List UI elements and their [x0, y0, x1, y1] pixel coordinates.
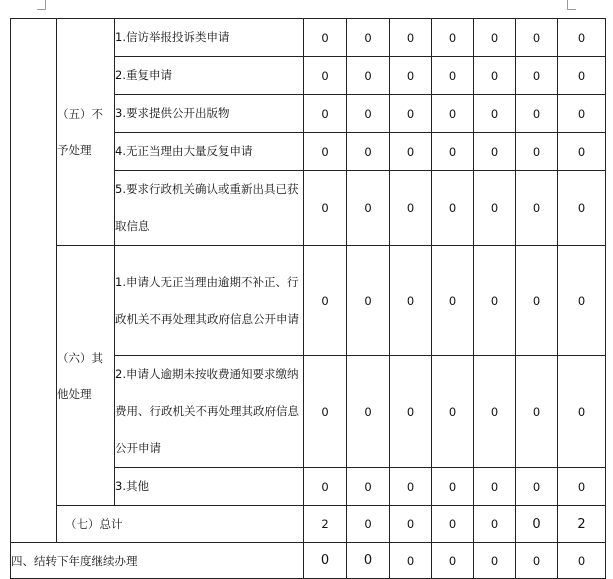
value-cell: 0 — [516, 57, 558, 95]
value-cell: 0 — [347, 246, 390, 356]
value-cell: 0 — [347, 171, 390, 246]
value-cell: 2 — [558, 506, 606, 543]
value-cell: 0 — [304, 57, 347, 95]
value-cell: 0 — [432, 356, 474, 468]
value-cell: 0 — [432, 57, 474, 95]
table-row-carryover — [11, 543, 606, 579]
value-cell: 0 — [432, 95, 474, 133]
item-label: 1.申请人无正当理由逾期不补正、行政机关不再处理其政府信息公开申请 — [115, 246, 304, 356]
value-cell: 0 — [390, 543, 432, 579]
disclosure-statistics-table — [10, 18, 606, 579]
value-cell: 0 — [474, 57, 516, 95]
value-cell: 0 — [558, 133, 606, 171]
value-cell: 0 — [390, 171, 432, 246]
table-row — [11, 246, 606, 356]
value-cell: 0 — [432, 506, 474, 543]
outer-blank-cell — [11, 19, 57, 543]
value-cell: 0 — [432, 543, 474, 579]
value-cell: 0 — [516, 95, 558, 133]
table-row-total — [11, 506, 606, 543]
value-cell: 0 — [347, 543, 390, 579]
value-cell: 0 — [474, 468, 516, 506]
value-cell: 0 — [390, 133, 432, 171]
page-corner-mark-right — [567, 0, 576, 10]
value-cell: 0 — [304, 171, 347, 246]
value-cell: 0 — [304, 356, 347, 468]
table-row — [11, 19, 606, 57]
item-label: 2.申请人逾期未按收费通知要求缴纳费用、行政机关不再处理其政府信息公开申请 — [115, 356, 304, 468]
value-cell: 0 — [558, 356, 606, 468]
item-label: 2.重复申请 — [115, 57, 304, 95]
value-cell: 0 — [432, 171, 474, 246]
value-cell: 0 — [516, 19, 558, 57]
value-cell: 0 — [516, 543, 558, 579]
value-cell: 0 — [347, 133, 390, 171]
value-cell: 0 — [390, 356, 432, 468]
value-cell: 0 — [390, 57, 432, 95]
value-cell: 0 — [558, 95, 606, 133]
value-cell: 0 — [516, 468, 558, 506]
value-cell: 0 — [304, 133, 347, 171]
value-cell: 0 — [347, 95, 390, 133]
value-cell: 0 — [390, 19, 432, 57]
value-cell: 0 — [474, 356, 516, 468]
value-cell: 0 — [432, 246, 474, 356]
carryover-label: 四、结转下年度继续办理 — [11, 543, 304, 579]
value-cell: 0 — [304, 246, 347, 356]
value-cell: 0 — [516, 246, 558, 356]
value-cell: 0 — [304, 543, 347, 579]
item-label: 5.要求行政机关确认或重新出具已获取信息 — [115, 171, 304, 246]
value-cell: 0 — [558, 19, 606, 57]
value-cell: 0 — [304, 95, 347, 133]
value-cell: 0 — [304, 19, 347, 57]
item-label: 4.无正当理由大量反复申请 — [115, 133, 304, 171]
item-label: 1.信访举报投诉类申请 — [115, 19, 304, 57]
value-cell: 0 — [347, 468, 390, 506]
value-cell: 0 — [474, 506, 516, 543]
value-cell: 0 — [347, 19, 390, 57]
value-cell: 0 — [474, 133, 516, 171]
value-cell: 0 — [432, 133, 474, 171]
total-label: （七）总计 — [57, 506, 304, 543]
value-cell: 0 — [474, 19, 516, 57]
value-cell: 0 — [390, 246, 432, 356]
value-cell: 0 — [558, 468, 606, 506]
value-cell: 0 — [474, 246, 516, 356]
value-cell: 0 — [558, 246, 606, 356]
value-cell: 0 — [516, 356, 558, 468]
value-cell: 0 — [432, 468, 474, 506]
value-cell: 0 — [516, 171, 558, 246]
value-cell: 0 — [347, 506, 390, 543]
item-label: 3.其他 — [115, 468, 304, 506]
value-cell: 0 — [558, 543, 606, 579]
value-cell: 0 — [474, 95, 516, 133]
value-cell: 0 — [347, 57, 390, 95]
value-cell: 0 — [390, 468, 432, 506]
value-cell: 0 — [304, 468, 347, 506]
value-cell: 0 — [474, 171, 516, 246]
value-cell: 0 — [516, 133, 558, 171]
page-corner-mark-left — [37, 0, 46, 10]
value-cell: 0 — [390, 95, 432, 133]
value-cell: 0 — [516, 506, 558, 543]
category-label-six: （六）其他处理 — [57, 246, 115, 506]
value-cell: 0 — [558, 171, 606, 246]
value-cell: 0 — [474, 543, 516, 579]
value-cell: 0 — [558, 57, 606, 95]
value-cell: 2 — [304, 506, 347, 543]
item-label: 3.要求提供公开出版物 — [115, 95, 304, 133]
value-cell: 0 — [347, 356, 390, 468]
value-cell: 0 — [390, 506, 432, 543]
category-label-five: （五）不予处理 — [57, 19, 115, 246]
value-cell: 0 — [432, 19, 474, 57]
